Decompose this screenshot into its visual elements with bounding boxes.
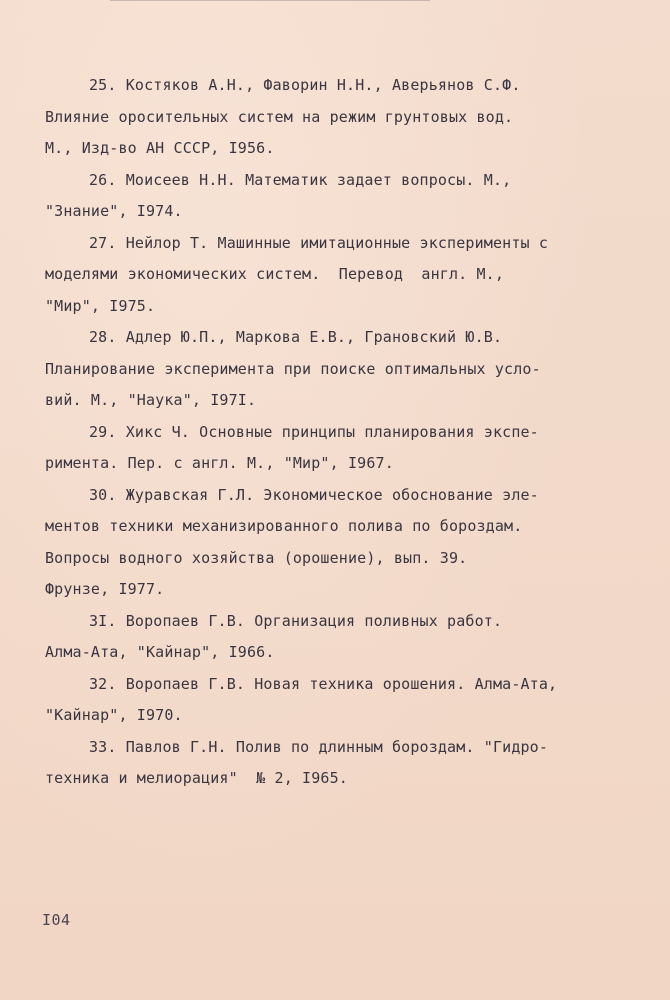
reference-line: 27. Нейлор Т. Машинные имитационные эксперименты с bbox=[89, 233, 549, 252]
reference-line: римента. Пер. с англ. М., "Мир", I967. bbox=[45, 454, 394, 472]
reference-line: 33. Павлов Г.Н. Полив по длинным бороздам. "Гидро- bbox=[89, 737, 549, 756]
reference-item bbox=[45, 228, 605, 323]
reference-line: 25. Костяков А.Н., Фаворин Н.Н., Аверьянов С.Ф. bbox=[89, 76, 521, 94]
reference-line: "Кайнар", I970. bbox=[45, 706, 183, 724]
reference-line: 30. Журавская Г.Л. Экономическое обоснование эле- bbox=[89, 485, 539, 504]
reference-list bbox=[45, 70, 605, 795]
reference-line: Алма-Ата, "Кайнар", I966. bbox=[45, 643, 275, 661]
reference-line: 3I. Воропаев Г.В. Организация поливных работ. bbox=[89, 611, 503, 630]
reference-line: 28. Адлер Ю.П., Маркова Е.В., Грановский Ю.В. bbox=[89, 328, 503, 346]
reference-item bbox=[45, 669, 605, 732]
reference-line: Влияние оросительных систем на режим грунтовых вод. bbox=[45, 107, 514, 126]
reference-line: моделями экономических систем. Перевод англ. М., bbox=[45, 265, 505, 283]
reference-item bbox=[45, 417, 605, 480]
reference-line: М., Изд-во АН СССР, I956. bbox=[45, 139, 275, 157]
reference-line: 26. Моисеев Н.Н. Математик задает вопросы. М., bbox=[89, 170, 512, 189]
reference-line: 29. Хикс Ч. Основные принципы планирования экспе- bbox=[89, 422, 539, 441]
reference-line: 32. Воропаев Г.В. Новая техника орошения. Алма-Ата, bbox=[89, 674, 558, 693]
reference-item bbox=[45, 322, 605, 417]
reference-line: "Знание", I974. bbox=[45, 202, 183, 220]
reference-item bbox=[45, 606, 605, 669]
reference-item bbox=[45, 480, 605, 606]
reference-item bbox=[45, 732, 605, 795]
reference-line: Вопросы водного хозяйства (орошение), вып. 39. bbox=[45, 548, 468, 567]
reference-line: вий. М., "Наука", I97I. bbox=[45, 391, 257, 409]
reference-line: техника и мелиорация" № 2, I965. bbox=[45, 769, 348, 787]
reference-line: "Мир", I975. bbox=[45, 296, 156, 315]
reference-line: Фрунзе, I977. bbox=[45, 580, 165, 598]
reference-item bbox=[45, 70, 605, 165]
reference-item bbox=[45, 165, 605, 228]
reference-line: ментов техники механизированного полива по бороздам. bbox=[45, 517, 523, 535]
reference-line: Планирование эксперимента при поиске оптимальных усло- bbox=[45, 359, 541, 378]
page-number: I04 bbox=[42, 911, 71, 929]
